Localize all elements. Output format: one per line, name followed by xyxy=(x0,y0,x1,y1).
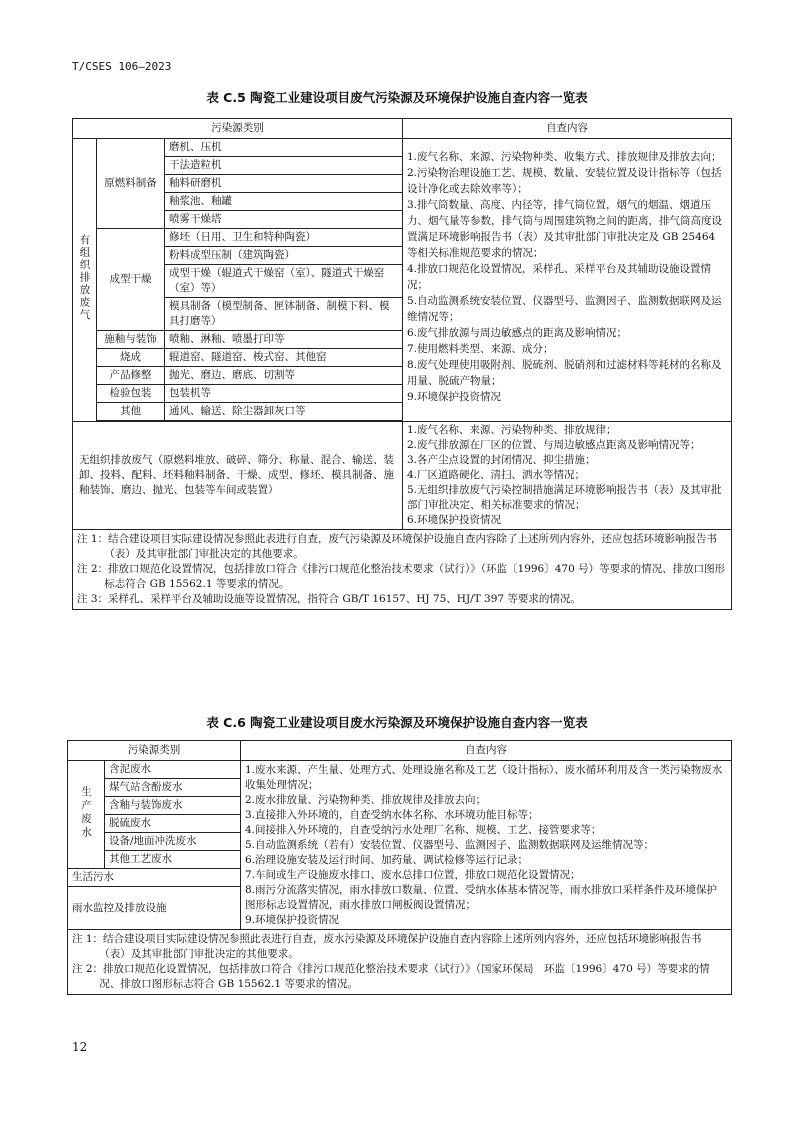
group-label: 施釉与装饰 xyxy=(97,331,165,349)
table5-notes xyxy=(73,530,732,610)
production-item: 设备/地面冲洗废水 xyxy=(105,833,241,851)
group-item: 磨机、压机 xyxy=(165,139,403,157)
organized-label: 有组织排放废气 xyxy=(73,139,97,422)
fugitive-content: 1.废气名称、来源、污染物种类、排放规律； 2.废气排放源在厂区的位置、与周边敏感点距离及影响情况等； 3.各产尘点设置的封闭情况、抑尘措施； 4.厂区道路硬化、清扫、洒水等情况； 5.无组织排放废气污染控制措施满足环境影响报告书（表）及其审批部门审批决定、相关标准要求的情况； 6.环境保护投资情况 xyxy=(403,422,732,530)
group-label: 烧成 xyxy=(97,349,165,367)
fugitive-label: 无组织排放废气（原燃料堆放、破碎、筛分、称量、混合、输送、装卸、投料、配料、坯料釉料制备、干燥、成型、修坯、模具制备、施釉装饰、磨边、抛光、包装等车间或装置） xyxy=(73,422,403,530)
t6-col-source: 污染源类别 xyxy=(68,741,241,761)
table6-content: 1.废水来源、产生量、处理方式、处理设施名称及工艺（设计指标）、废水循环利用及含一类污染物废水收集处理情况； 2.废水排放量、污染物种类、排放规律及排放去向； 3.直接排入外环境的，自查受纳水体名称、水环境功能目标等； 4.间接排入外环境的，自查受纳污水处理厂名称、规模、工艺、接管要求等； 5.自动监测系统（若有）安装位置、仪器型号、监测因子、监测数据联网及运维情况等； 6.治理设施安装及运行时间、加药量、调试检修等运行记录； 7.车间或生产设施废水排口、废水总排口位置，排放口规范化设置情况； 8.雨污分流落实情况，雨水排放口数量、位置、受纳水体基本情况等，雨水排放口采样条件及环境保护图形标志设置情况，雨水排放口闸板阀设置情况； 9.环境保护投资情况 xyxy=(241,761,732,930)
production-item: 其他工艺废水 xyxy=(105,851,241,869)
group-item: 包装机等 xyxy=(165,385,403,403)
note: 注 1：结合建设项目实际建设情况参照此表进行自查，废气污染源及环境保护设施自查内容除了上述所列内容外，还应包括环境影响报告书（表）及其审批部门审批决定的其他要求。 xyxy=(77,533,718,560)
t5-col-source: 污染源类别 xyxy=(73,119,403,139)
page-number: 12 xyxy=(72,1040,88,1054)
production-item: 脱硫废水 xyxy=(105,815,241,833)
group-item: 辊道窑、隧道窑、梭式窑、其他窑 xyxy=(165,349,403,367)
group-item: 釉浆池、釉罐 xyxy=(165,193,403,211)
doc-code: T/CSES 106—2023 xyxy=(72,60,172,73)
group-item: 喷釉、淋釉、喷墨打印等 xyxy=(165,331,403,349)
note: 注 2：排放口规范化设置情况，包括排放口符合《排污口规范化整治技术要求（试行）》（环监〔1996〕470 号）等要求的情况、排放口图形标志符合 GB 15562.1 等要求的情况。 xyxy=(77,563,726,590)
domestic-sewage: 生活污水 xyxy=(68,869,241,887)
group-label: 原燃料制备 xyxy=(97,139,165,229)
group-item: 成型干燥（辊道式干燥窑（室）、隧道式干燥窑（室）等） xyxy=(165,265,403,298)
group-item: 釉料研磨机 xyxy=(165,175,403,193)
t5-col-content: 自查内容 xyxy=(403,119,732,139)
production-item: 含釉与装饰废水 xyxy=(105,797,241,815)
production-item: 含泥废水 xyxy=(105,761,241,779)
note: 注 1：结合建设项目实际建设情况参照此表进行自查，废水污染源及环境保护设施自查内容除上述所列内容外，还应包括环境影响报告书（表）及其审批部门审批决定的其他要求。 xyxy=(72,933,702,960)
group-item: 通风、输送、除尘器卸灰口等 xyxy=(165,403,403,421)
rainwater-facility: 雨水监控及排放设施 xyxy=(68,887,241,930)
group-item: 干法造粒机 xyxy=(165,157,403,175)
group-item: 喷雾干燥塔 xyxy=(165,211,403,229)
group-label: 其他 xyxy=(97,403,165,421)
note: 注 2：排放口规范化设置情况，包括排放口符合《排污口规范化整治技术要求（试行）》（国家环保局 环监〔1996〕470 号）等要求的情况、排放口图形标志符合 GB 15562.1 等要求的情况。 xyxy=(72,963,710,990)
organized-content: 1.废气名称、来源、污染物种类、收集方式、排放规律及排放去向； 2.污染物治理设施工艺、规模、数量、安装位置及设计指标等（包括设计净化或去除效率等）； 3.排气筒数量、高度、内径等，排气筒位置，烟气的烟温、烟道压力、烟气量等参数，排气筒与周围建筑物之间的距离，排气筒高度设置满足环境影响报告书（表）及其审批部门审批决定及 GB 25464 等相关标准规范要求的情况； 4.排放口规范化设置情况，采样孔、采样平台及其辅助设施设置情况； 5.自动监测系统安装位置、仪器型号、监测因子、监测数据联网及运维情况等； 6.废气排放源与周边敏感点的距离及影响情况； 7.使用燃料类型、来源、成分； 8.废气处理使用吸附剂、脱硫剂、脱硝剂和过滤材料等耗材的名称及用量、脱硫产物量； 9.环境保护投资情况 xyxy=(403,139,732,422)
note: 注 3：采样孔、采样平台及辅助设施等设置情况，指符合 GB/T 16157、HJ 75、HJ/T 397 等要求的情况。 xyxy=(77,593,581,605)
table6 xyxy=(67,740,732,995)
production-item: 煤气站含酚废水 xyxy=(105,779,241,797)
group-label: 成型干燥 xyxy=(97,229,165,331)
production-label: 生产废水 xyxy=(68,761,105,869)
group-item: 模具制备（模型制备、匣钵制备、制模下料、模具打磨等） xyxy=(165,298,403,331)
group-item: 抛光、磨边、磨底、切割等 xyxy=(165,367,403,385)
t6-col-content: 自查内容 xyxy=(241,741,732,761)
group-item: 粉料成型压制（建筑陶瓷） xyxy=(165,247,403,265)
group-label: 检验包装 xyxy=(97,385,165,403)
group-item: 修坯（日用、卫生和特种陶瓷） xyxy=(165,229,403,247)
table6-caption: 表 C.6 陶瓷工业建设项目废水污染源及环境保护设施自查内容一览表 xyxy=(206,715,588,730)
table5-caption: 表 C.5 陶瓷工业建设项目废气污染源及环境保护设施自查内容一览表 xyxy=(206,90,588,105)
table5 xyxy=(72,118,732,610)
group-label: 产品修整 xyxy=(97,367,165,385)
table6-notes xyxy=(68,930,732,995)
